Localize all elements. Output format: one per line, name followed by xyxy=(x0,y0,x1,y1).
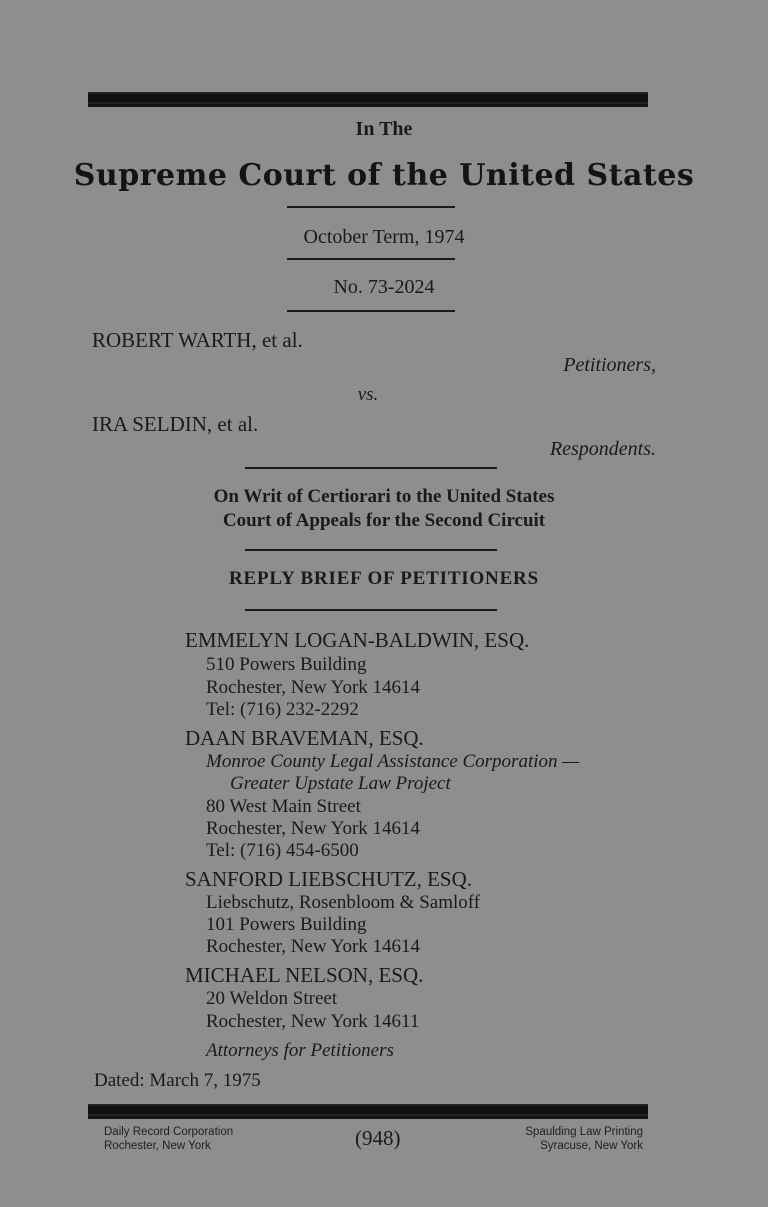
docket-number: No. 73-2024 xyxy=(333,276,435,298)
petitioner-role: Petitioners, xyxy=(563,354,656,376)
date-line: Dated: March 7, 1975 xyxy=(94,1070,261,1091)
divider xyxy=(245,467,497,469)
printer-right-city: Syracuse, New York xyxy=(540,1140,643,1152)
writ-line-2: Court of Appeals for the Second Circuit xyxy=(222,510,546,531)
attorney-address-line: 20 Weldon Street xyxy=(206,988,338,1009)
attorney-organization: Greater Upstate Law Project xyxy=(230,773,451,794)
attorney-name: DAAN BRAVEMAN, ESQ. xyxy=(185,726,424,750)
attorney-phone: Tel: (716) 454-6500 xyxy=(206,840,359,861)
in-the-heading: In The xyxy=(355,118,413,140)
attorney-address-line: Rochester, New York 14614 xyxy=(206,677,421,698)
attorney-address-line: 510 Powers Building xyxy=(206,654,367,675)
printer-left xyxy=(104,1125,233,1153)
attorney-name: EMMELYN LOGAN-BALDWIN, ESQ. xyxy=(185,628,530,652)
attorney-address-line: 101 Powers Building xyxy=(206,914,367,935)
attorney-address-line: Rochester, New York 14614 xyxy=(206,818,421,839)
divider xyxy=(245,609,497,611)
brief-title: REPLY BRIEF OF PETITIONERS xyxy=(229,568,539,589)
court-name: Supreme Court of the United States xyxy=(73,158,695,193)
attorney-organization: Monroe County Legal Assistance Corporation — xyxy=(206,751,580,772)
attorney-address-line: Rochester, New York 14614 xyxy=(206,936,421,957)
divider xyxy=(287,258,455,260)
attorney-name: SANFORD LIEBSCHUTZ, ESQ. xyxy=(185,867,473,891)
printer-right-name: Spaulding Law Printing xyxy=(525,1126,643,1138)
attorney-firm: Liebschutz, Rosenbloom & Samloff xyxy=(206,892,481,913)
divider xyxy=(245,549,497,551)
job-number: (948) xyxy=(355,1126,401,1150)
divider xyxy=(287,310,455,312)
attorney-address-line: 80 West Main Street xyxy=(206,796,361,817)
term-label: October Term, 1974 xyxy=(303,226,465,248)
attorney-address-line: Rochester, New York 14611 xyxy=(206,1011,420,1032)
printer-right xyxy=(525,1125,643,1153)
writ-line-1: On Writ of Certiorari to the United States xyxy=(213,486,555,507)
bottom-double-rule xyxy=(88,1104,648,1116)
respondent-role: Respondents. xyxy=(549,438,656,460)
attorneys-for-label: Attorneys for Petitioners xyxy=(206,1040,394,1061)
attorney-name: MICHAEL NELSON, ESQ. xyxy=(185,963,424,987)
attorney-phone: Tel: (716) 232-2292 xyxy=(206,699,359,720)
divider xyxy=(287,206,455,208)
printer-left-city: Rochester, New York xyxy=(104,1140,211,1152)
top-double-rule xyxy=(88,92,648,104)
printer-left-name: Daily Record Corporation xyxy=(104,1126,234,1138)
petitioner-name: ROBERT WARTH, et al. xyxy=(92,328,303,352)
respondent-name: IRA SELDIN, et al. xyxy=(92,412,259,436)
versus-label: vs. xyxy=(357,384,379,405)
